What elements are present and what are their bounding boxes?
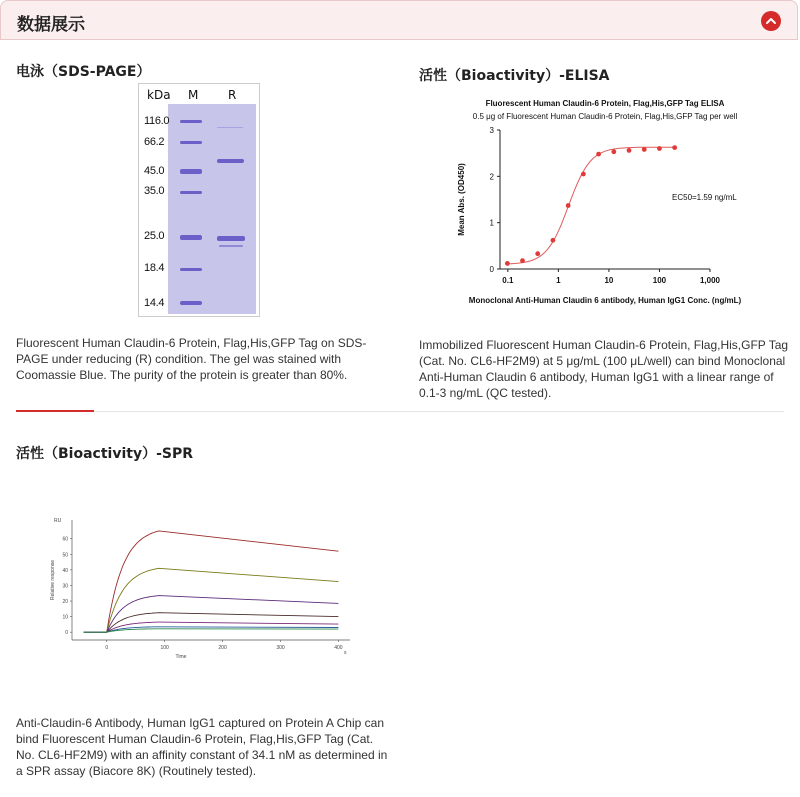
- marker-band: [180, 120, 202, 123]
- spr-title: 活性（Bioactivity）-SPR: [16, 446, 194, 462]
- x-axis-label: Time: [175, 654, 187, 660]
- y-tick-label: 0: [489, 265, 494, 274]
- elisa-data-point: [611, 149, 616, 154]
- marker-label: 45.0: [144, 165, 165, 177]
- marker-label: 66.2: [144, 136, 165, 148]
- sample-band-secondary: [217, 236, 245, 241]
- elisa-chart-title: Fluorescent Human Claudin-6 Protein, Flag,His,GFP Tag ELISA: [485, 99, 725, 108]
- x-tick-label: 200: [218, 645, 227, 651]
- collapse-button[interactable]: [761, 11, 781, 31]
- elisa-data-point: [551, 238, 556, 243]
- sds-page-title: 电泳（SDS-PAGE）: [16, 64, 151, 80]
- elisa-fit-curve: [507, 147, 674, 264]
- x-tick-label: 1: [556, 276, 561, 285]
- y-tick-label: 20: [62, 599, 68, 606]
- elisa-data-point: [657, 146, 662, 151]
- spr-caption: Anti-Claudin-6 Antibody, Human IgG1 captured on Protein A Chip can bind Fluorescent Human Claudin-6 Protein, Flag,His,GFP Tag (Cat. No. CL6-HF2M9) with an affinity constant of 34.1 nM as determined in a SPR assay (Biacore 8K) (Routinely tested).: [16, 716, 388, 778]
- y-tick-label: 50: [62, 552, 68, 559]
- section-header: [0, 0, 798, 40]
- x-tick-label: 1,000: [699, 276, 721, 285]
- section-divider: [16, 411, 784, 412]
- y-tick-label: 0: [65, 630, 68, 637]
- x-tick-label: 100: [160, 645, 169, 651]
- elisa-title: 活性（Bioactivity）-ELISA: [419, 68, 610, 84]
- x-unit-label: s: [344, 650, 347, 656]
- marker-label: 25.0: [144, 230, 165, 242]
- marker-band: [180, 268, 202, 271]
- marker-label: 35.0: [144, 185, 165, 197]
- y-tick-label: 1: [489, 218, 494, 228]
- marker-band: [180, 141, 202, 144]
- elisa-data-point: [566, 203, 571, 208]
- elisa-data-point: [596, 152, 601, 157]
- sample-band-faint: [217, 127, 243, 128]
- spr-sensorgram-c7: [84, 629, 339, 632]
- chevron-up-icon: [765, 15, 777, 27]
- elisa-data-point: [627, 148, 632, 153]
- x-axis-label: Monoclonal Anti-Human Claudin 6 antibody, Human IgG1 Conc. (ng/mL): [468, 296, 742, 305]
- sds-page-caption: Fluorescent Human Claudin-6 Protein, Flag,His,GFP Tag on SDS-PAGE under reducing (R) condition. The gel was stained with Coomassie Blue. The purity of the protein is greater than 80%.: [16, 336, 367, 382]
- x-tick-label: 0: [105, 645, 109, 651]
- x-tick-label: 400: [334, 645, 343, 651]
- sds-page-gel-image: [138, 83, 260, 317]
- gel-lane-m-label: M: [188, 88, 199, 102]
- y-tick-label: 3: [489, 126, 494, 135]
- spr-sensorgram-c1: [84, 531, 339, 632]
- elisa-data-point: [672, 145, 677, 150]
- y-unit-label: RU: [54, 518, 62, 524]
- elisa-data-point: [581, 172, 586, 177]
- elisa-data-point: [642, 147, 647, 152]
- sample-band-main: [217, 159, 244, 163]
- x-tick-label: 300: [276, 645, 285, 651]
- gel-lane-r-label: R: [228, 88, 237, 102]
- marker-band: [180, 169, 202, 174]
- elisa-chart-subtitle: 0.5 μg of Fluorescent Human Claudin-6 Protein, Flag,His,GFP Tag per well: [472, 112, 738, 121]
- elisa-data-point: [520, 258, 525, 263]
- y-axis-label: Relative response: [50, 559, 56, 601]
- elisa-ec50-annotation: EC50=1.59 ng/mL: [672, 193, 737, 202]
- gel-plate: [168, 104, 256, 314]
- marker-label: 116.0: [144, 115, 170, 127]
- x-tick-label: 100: [652, 276, 667, 285]
- section-title: 数据展示: [17, 15, 85, 35]
- y-tick-label: 2: [489, 172, 494, 182]
- elisa-chart: [430, 90, 780, 315]
- sample-band-minor: [219, 245, 243, 247]
- x-tick-label: 10: [604, 276, 614, 285]
- elisa-data-point: [505, 261, 510, 266]
- marker-band: [180, 235, 202, 240]
- elisa-data-point: [535, 251, 540, 256]
- marker-label: 14.4: [144, 297, 165, 309]
- y-tick-label: 60: [62, 536, 68, 543]
- spr-chart: [40, 510, 360, 665]
- marker-label: 18.4: [144, 262, 165, 274]
- x-tick-label: 0.1: [502, 276, 514, 285]
- elisa-caption: Immobilized Fluorescent Human Claudin-6 Protein, Flag,His,GFP Tag (Cat. No. CL6-HF2M9) at 5 μg/mL (100 μL/well) can bind Monoclonal Anti-Human Claudin 6 antibody, Human IgG1 with a linear range of 0.1-3 ng/mL (QC tested).: [419, 338, 789, 400]
- y-tick-label: 10: [62, 614, 68, 621]
- y-tick-label: 40: [62, 567, 68, 574]
- y-tick-label: 30: [62, 583, 68, 590]
- marker-band: [180, 301, 202, 305]
- spr-sensorgram-c6: [84, 627, 339, 632]
- section-divider-accent: [16, 410, 94, 412]
- gel-kda-label: kDa: [147, 88, 171, 102]
- marker-band: [180, 191, 202, 194]
- y-axis-label: Mean Abs. (OD450): [457, 163, 466, 236]
